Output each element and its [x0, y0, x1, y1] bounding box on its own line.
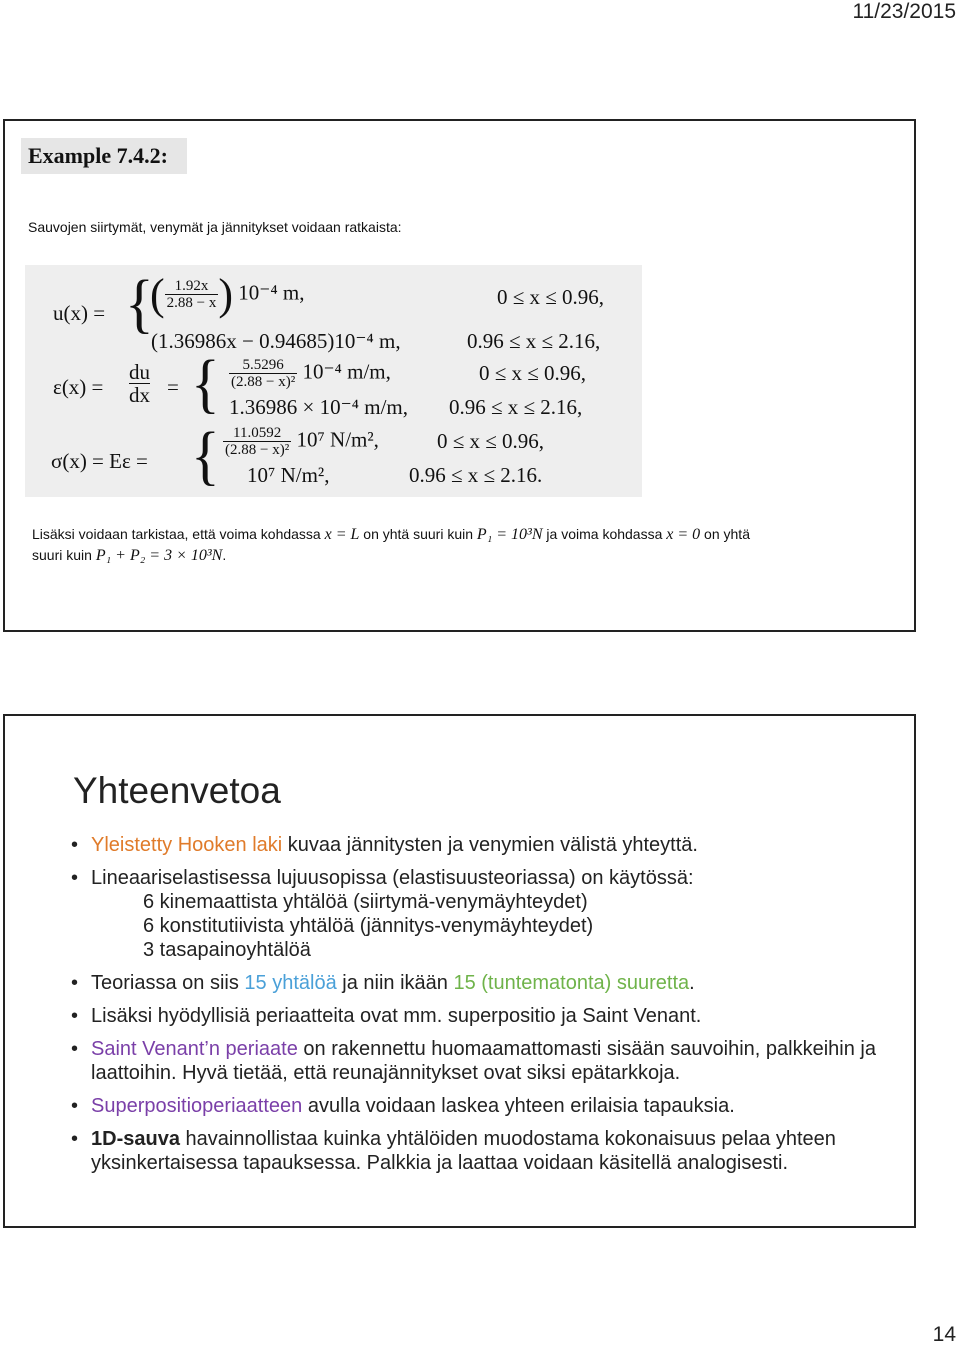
note-math: x = 0: [666, 526, 701, 543]
slide-summary: [3, 714, 916, 1228]
u-row1-expr: 10⁻⁴ m,: [238, 280, 305, 305]
note-math: x = L: [324, 526, 360, 543]
eps-frac-den: (2.88 − x)²: [231, 374, 296, 390]
sub-line: 6 konstitutiivista yhtälöä (jännitys-venymäyhteydet): [143, 915, 594, 937]
u-frac-num: 1.92x: [165, 278, 219, 295]
date-header: 11/23/2015: [852, 0, 956, 23]
bullet-text: .: [689, 972, 695, 994]
bullet-item: [71, 833, 911, 857]
note-text: ja voima kohdassa: [542, 526, 667, 542]
highlight-text: 15 (tuntematonta) suuretta: [453, 972, 690, 994]
eps-row2-expr: 1.36986 × 10⁻⁴ m/m,: [229, 395, 409, 419]
eps-row1-cond: 0 ≤ x ≤ 0.96,: [479, 361, 587, 385]
bullet-text: on rakennettu huomaamattomasti sisään sauvoihin, palkkeihin ja laattoihin. Hyvä tietää, että reunajännitykset ovat siksi epätarkkoja.: [91, 1038, 876, 1084]
bullet-text: Teoriassa on siis: [91, 972, 245, 994]
eps-derivative: [129, 361, 150, 406]
eps-du: du: [129, 360, 150, 384]
u-label: u(x) =: [53, 301, 106, 325]
highlight-text: 15 yhtälöä: [244, 972, 337, 994]
bullet-text: ja niin ikään: [336, 972, 454, 994]
sub-line: 3 tasapainoyhtälöä: [143, 939, 311, 961]
sigma-brace: {: [191, 418, 220, 492]
bullet-item: [71, 1037, 911, 1085]
slide-example: [3, 119, 916, 632]
page-number: 14: [932, 1323, 956, 1346]
note-text: on yhtä suuri kuin: [359, 526, 477, 542]
bullet-text: havainnollistaa kuinka yhtälöiden muodostama kokonaisuus pelaa yhteen yksinkertaisessa tapauksessa. Palkkia ja laattaa voidaan käsitellä analogisesti.: [91, 1128, 836, 1174]
bullet-text: kuvaa jännitysten ja venymien välistä yhteyttä.: [282, 834, 698, 856]
sigma-frac-num: 11.0592: [223, 425, 291, 442]
sigma-frac-den: (2.88 − x)²: [225, 442, 290, 458]
note-text: on yhtä: [700, 526, 750, 542]
sigma-row1-expr: 10⁷ N/m²,: [296, 427, 379, 452]
slide-title: Yhteenvetoa: [73, 770, 281, 811]
verification-note: [32, 524, 892, 566]
bullet-text: Lisäksi hyödyllisiä periaatteita ovat mm. superpositio ja Saint Venant.: [91, 1005, 702, 1027]
note-math: P₁ = 10³N: [476, 526, 543, 543]
bullet-item: [71, 1127, 911, 1175]
bullet-list: [71, 833, 911, 1184]
sigma-row1: [223, 425, 379, 458]
bullet-item: [71, 1004, 911, 1028]
u-brace: {: [125, 266, 154, 340]
sigma-label: σ(x) = Eε =: [51, 449, 148, 473]
equation-image: [25, 265, 642, 497]
example-title: Example 7.4.2:: [21, 138, 187, 174]
highlight-text: Superpositioperiaatteen: [91, 1095, 303, 1117]
u-row2-expr: (1.36986x − 0.94685)10⁻⁴ m,: [151, 329, 401, 353]
highlight-text: Yleistetty Hooken laki: [91, 834, 283, 856]
u-row2-cond: 0.96 ≤ x ≤ 2.16,: [467, 329, 601, 353]
note-text: .: [222, 547, 227, 563]
note-text: suuri kuin: [32, 547, 96, 563]
note-math: P₁ + P₂ = 3 × 10³N: [95, 547, 223, 564]
bullet-item: [71, 971, 911, 995]
bullet-text: Lineaariselastisessa lujuusopissa (elastisuusteoriassa) on käytössä:: [91, 867, 694, 889]
note-text: Lisäksi voidaan tarkistaa, että voima kohdassa: [32, 526, 325, 542]
sigma-row1-cond: 0 ≤ x ≤ 0.96,: [437, 429, 545, 453]
eps-row1: [229, 357, 391, 390]
eps-label: ε(x) =: [53, 375, 104, 399]
bullet-item: [71, 1094, 911, 1118]
sub-line: 6 kinemaattista yhtälöä (siirtymä-venymäyhteydet): [143, 891, 588, 913]
sigma-row2-cond: 0.96 ≤ x ≤ 2.16.: [409, 463, 543, 487]
eps-brace: {: [191, 346, 220, 420]
eps-frac-num: 5.5296: [229, 357, 297, 374]
highlight-text: Saint Venant’n periaate: [91, 1038, 298, 1060]
bullet-item: [71, 866, 911, 962]
u-row1-cond: 0 ≤ x ≤ 0.96,: [497, 285, 605, 309]
u-row1: ( $\frac{1.92x}{2.88 - x}$ ) 10⁻⁴ m,: [150, 270, 305, 319]
bold-text: 1D-sauva: [91, 1128, 180, 1150]
eps-row2-cond: 0.96 ≤ x ≤ 2.16,: [449, 395, 583, 419]
eps-row1-expr: 10⁻⁴ m/m,: [302, 359, 391, 384]
eps-equals: =: [167, 375, 179, 399]
eps-dx: dx: [129, 383, 150, 407]
bullet-text: avulla voidaan laskea yhteen erilaisia tapauksia.: [302, 1095, 735, 1117]
sigma-row2-expr: 10⁷ N/m²,: [247, 463, 330, 487]
intro-text: Sauvojen siirtymät, venymät ja jännitykset voidaan ratkaista:: [28, 219, 402, 235]
u-frac-den: 2.88 − x: [166, 295, 217, 311]
